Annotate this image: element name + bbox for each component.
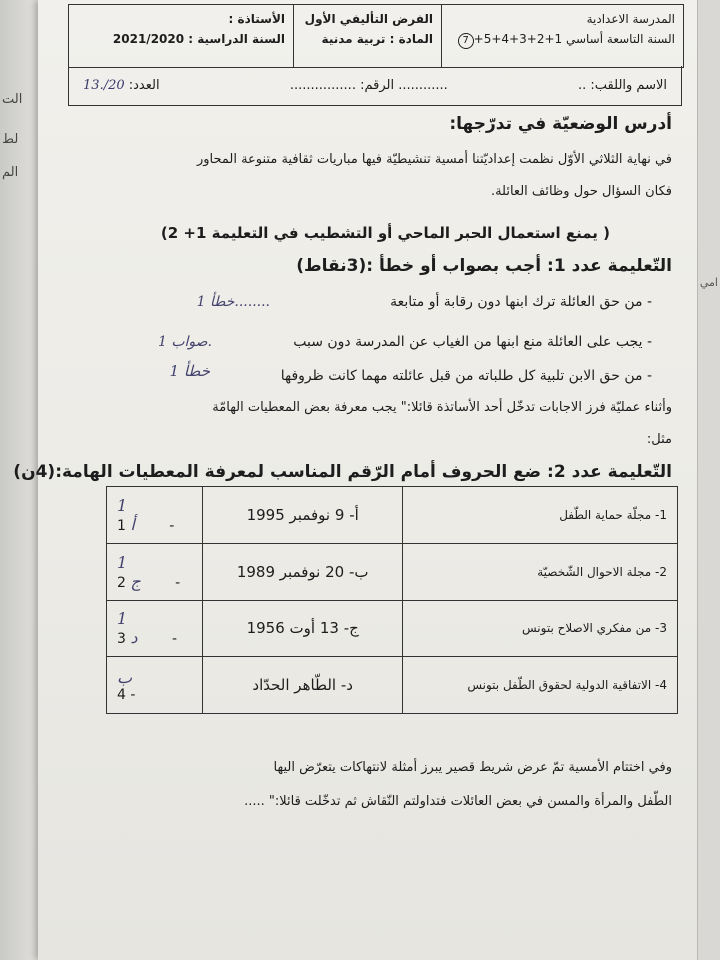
- answer-cell: [107, 657, 203, 714]
- table-row: [107, 487, 678, 544]
- grade-circle: 7: [458, 33, 474, 49]
- row-number: 2 -: [117, 574, 181, 591]
- name-field-label: الاسم واللقب: ..: [578, 78, 667, 93]
- table-row: [107, 657, 678, 714]
- handwritten-mark: 1: [117, 609, 128, 629]
- school-name: المدرسة الاعدادية: [586, 12, 675, 26]
- item-cell: 1- مجلّة حماية الطّفل: [403, 487, 678, 544]
- right-adjacent-page: [697, 0, 720, 960]
- answer-cell: [107, 543, 203, 600]
- score-field: العدد: 20/.13: [83, 78, 160, 93]
- intro-heading: أدرس الوضعيّة في تدرّجها:: [449, 114, 672, 134]
- q1-item-3: - من حق الابن تلبية كل طلباته من قبل عائلته مهما كانت ظروفها: [280, 368, 652, 384]
- matching-table: [106, 486, 678, 714]
- margin-glyph: لط: [2, 132, 19, 147]
- closing-line-2: الطّفل والمرأة والمسن في بعض العائلات فتداولتم النّقاش ثم تدخّلت قائلا:" .....: [244, 794, 672, 809]
- transition-text: وأثناء عمليّة فرز الاجابات تدخّل أحد الأساتذة قائلا:" يجب معرفة بعض المعطيات الهامّة: [212, 400, 672, 415]
- handwritten-letter: ب: [117, 667, 133, 687]
- q1-answer-2: .صواب 1: [157, 334, 212, 350]
- transition-end: مثل:: [646, 432, 672, 447]
- header-school-cell: [441, 5, 683, 67]
- handwritten-letter: د: [130, 628, 138, 648]
- answer-cell: [107, 487, 203, 544]
- row-number: 3 -: [117, 631, 178, 648]
- option-cell: ب- 20 نوفمبر 1989: [203, 543, 403, 600]
- number-field-label: ............ الرقم: ................: [289, 78, 448, 93]
- handwritten-mark: 1: [117, 552, 128, 572]
- grade-level: السنة التاسعة أساسي 1+2+3+4+5+7: [450, 29, 675, 49]
- option-cell: د- الطّاهر الحدّاد: [203, 657, 403, 714]
- q2-heading: التّعليمة عدد 2: ضع الحروف أمام الرّقم المناسب لمعرفة المعطيات الهامة:(4ن): [13, 462, 672, 482]
- q1-answer-1: ........خطأ 1: [196, 294, 270, 310]
- handwritten-mark: 1: [117, 495, 128, 515]
- subject: المادة : تربية مدنية: [321, 32, 433, 46]
- q1-item-1: - من حق العائلة ترك ابنها دون رقابة أو متابعة: [390, 294, 652, 310]
- row-number: 1 -: [117, 517, 175, 534]
- exam-header-table: [68, 4, 684, 68]
- q1-item-2: - يجب على العائلة منع ابنها من الغياب عن المدرسة دون سبب: [293, 334, 652, 350]
- margin-glyph: الم: [2, 165, 19, 180]
- item-cell: 4- الاتفاقية الدولية لحقوق الطّفل بتونس: [403, 657, 678, 714]
- q1-heading: التّعليمة عدد 1: أجب بصواب أو خطأ :(3نقاط): [296, 256, 672, 276]
- option-cell: أ- 9 نوفمبر 1995: [203, 487, 403, 544]
- notice: ( يمنع استعمال الحبر الماحي أو التشطيب في التعليمة 1+ 2): [160, 224, 610, 242]
- handwritten-letter: ج: [130, 571, 141, 591]
- score-value: 20/.13: [83, 78, 125, 93]
- intro-line-1: في نهاية الثلاثي الأوّل نظمت إعداديّتنا أمسية تنشيطيّة فيها مباريات ثقافية متنوعة المحاور: [196, 152, 672, 167]
- strip-glyph: امي: [699, 276, 718, 289]
- header-exam-cell: [293, 5, 441, 67]
- margin-glyph: الت: [2, 92, 23, 107]
- school-year: السنة الدراسية : 2021/2020: [112, 32, 285, 46]
- exam-title: الفرض التأليفي الأول: [304, 12, 433, 26]
- teacher-label: الأستاذة :: [228, 12, 285, 26]
- option-cell: ج- 13 أوت 1956: [203, 600, 403, 657]
- header-teacher-cell: [69, 5, 293, 67]
- row-number: 4 -: [117, 686, 136, 703]
- table-row: [107, 543, 678, 600]
- item-cell: 3- من مفكري الاصلاح بتونس: [403, 600, 678, 657]
- intro-line-2: فكان السؤال حول وظائف العائلة.: [490, 184, 672, 199]
- closing-line-1: وفي اختتام الأمسية تمّ عرض شريط قصير يبرز أمثلة لانتهاكات يتعرّض اليها: [273, 760, 672, 775]
- table-row: [107, 600, 678, 657]
- student-info-line: [68, 66, 682, 106]
- answer-cell: [107, 600, 203, 657]
- item-cell: 2- مجلة الاحوال الشّخصيّة: [403, 543, 678, 600]
- handwritten-letter: أ: [130, 514, 135, 534]
- q1-answer-3: خطأ 1: [169, 362, 210, 380]
